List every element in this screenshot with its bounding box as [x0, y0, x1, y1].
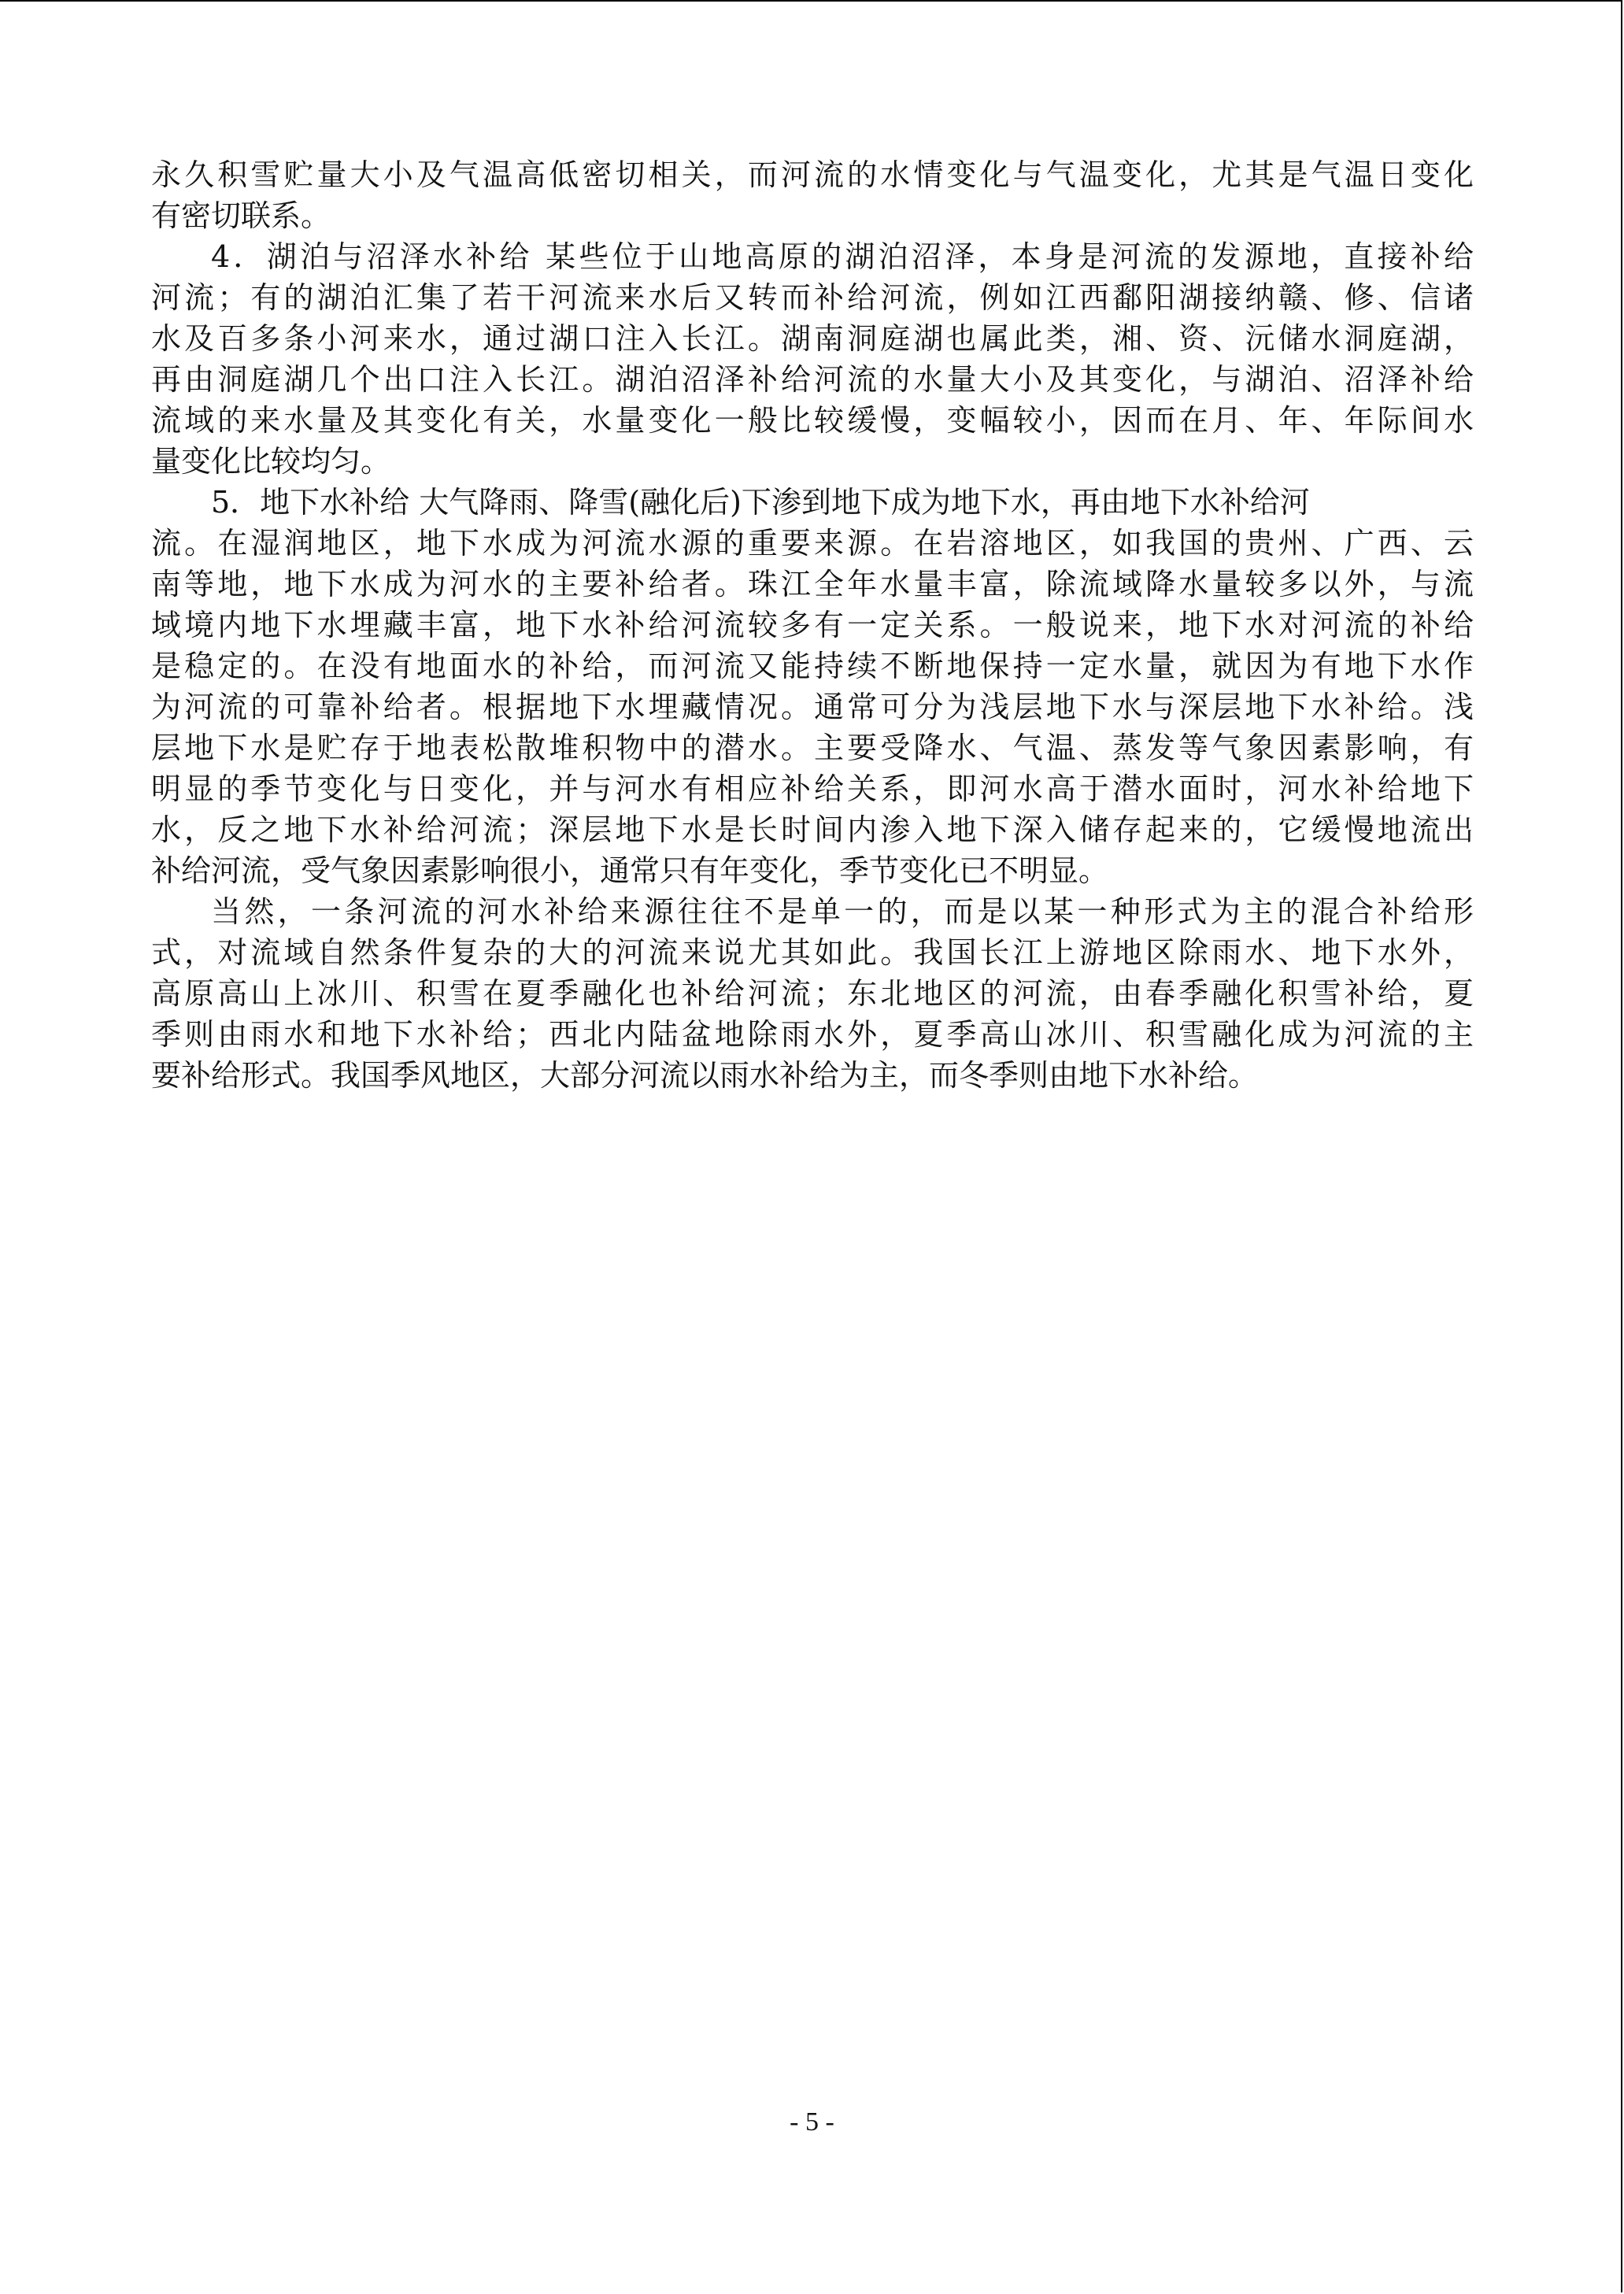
text-line: 是稳定的。在没有地面水的补给，而河流又能持续不断地保持一定水量，就因为有地下水作 [151, 649, 1474, 683]
paragraph-glacier-continuation [151, 154, 1474, 236]
text-line: 为河流的可靠补给者。根据地下水埋藏情况。通常可分为浅层地下水与深层地下水补给。浅 [151, 690, 1474, 724]
text-line: 量变化比较均匀。 [151, 444, 391, 479]
paragraph-groundwater-supply [151, 482, 1474, 891]
paragraph-mixed-supply [151, 891, 1474, 1096]
text-line: 河流；有的湖泊汇集了若干河流来水后又转而补给河流，例如江西鄱阳湖接纳赣、修、信诸 [151, 280, 1474, 315]
text-line: 水，反之地下水补给河流；深层地下水是长时间内渗入地下深入储存起来的，它缓慢地流出 [151, 812, 1474, 847]
text-line: 水及百多条小河来水，通过湖口注入长江。湖南洞庭湖也属此类，湘、资、沅储水洞庭湖， [151, 321, 1474, 356]
text-line: 永久积雪贮量大小及气温高低密切相关，而河流的水情变化与气温变化，尤其是气温日变化 [151, 157, 1474, 192]
text-line: 补给河流，受气象因素影响很小，通常只有年变化，季节变化已不明显。 [151, 853, 1109, 888]
page-number: - 5 - [790, 2107, 834, 2137]
paragraph-lake-swamp-supply [151, 236, 1474, 482]
text-line: 明显的季节变化与日变化，并与河水有相应补给关系，即河水高于潜水面时，河水补给地下 [151, 771, 1474, 806]
text-line: 南等地，地下水成为河水的主要补给者。珠江全年水量丰富，除流域降水量较多以外，与流 [151, 567, 1474, 601]
text-line: 有密切联系。 [151, 198, 331, 233]
document-body [151, 154, 1474, 1096]
text-line: 域境内地下水埋藏丰富，地下水补给河流较多有一定关系。一般说来，地下水对河流的补给 [151, 608, 1474, 642]
text-line: 流。在湿润地区，地下水成为河流水源的重要来源。在岩溶地区，如我国的贵州、广西、云 [151, 526, 1474, 561]
text-line: 4．湖泊与沼泽水补给 某些位于山地高原的湖泊沼泽，本身是河流的发源地，直接补给 [211, 239, 1474, 274]
text-line: 再由洞庭湖几个出口注入长江。湖泊沼泽补给河流的水量大小及其变化，与湖泊、沼泽补给 [151, 362, 1474, 397]
text-line: 5．地下水补给 大气降雨、降雪(融化后)下渗到地下成为地下水，再由地下水补给河 [211, 485, 1310, 520]
text-line: 高原高山上冰川、积雪在夏季融化也补给河流；东北地区的河流，由春季融化积雪补给，夏 [151, 976, 1474, 1011]
text-line: 层地下水是贮存于地表松散堆积物中的潜水。主要受降水、气温、蒸发等气象因素影响，有 [151, 731, 1474, 765]
text-line: 当然，一条河流的河水补给来源往往不是单一的，而是以某一种形式为主的混合补给形 [211, 894, 1474, 929]
text-line: 流域的来水量及其变化有关，水量变化一般比较缓慢，变幅较小，因而在月、年、年际间水 [151, 403, 1474, 438]
text-line: 季则由雨水和地下水补给；西北内陆盆地除雨水外，夏季高山冰川、积雪融化成为河流的主 [151, 1017, 1474, 1052]
text-line: 要补给形式。我国季风地区，大部分河流以雨水补给为主，而冬季则由地下水补给。 [151, 1058, 1259, 1093]
text-line: 式，对流域自然条件复杂的大的河流来说尤其如此。我国长江上游地区除雨水、地下水外， [151, 935, 1474, 970]
